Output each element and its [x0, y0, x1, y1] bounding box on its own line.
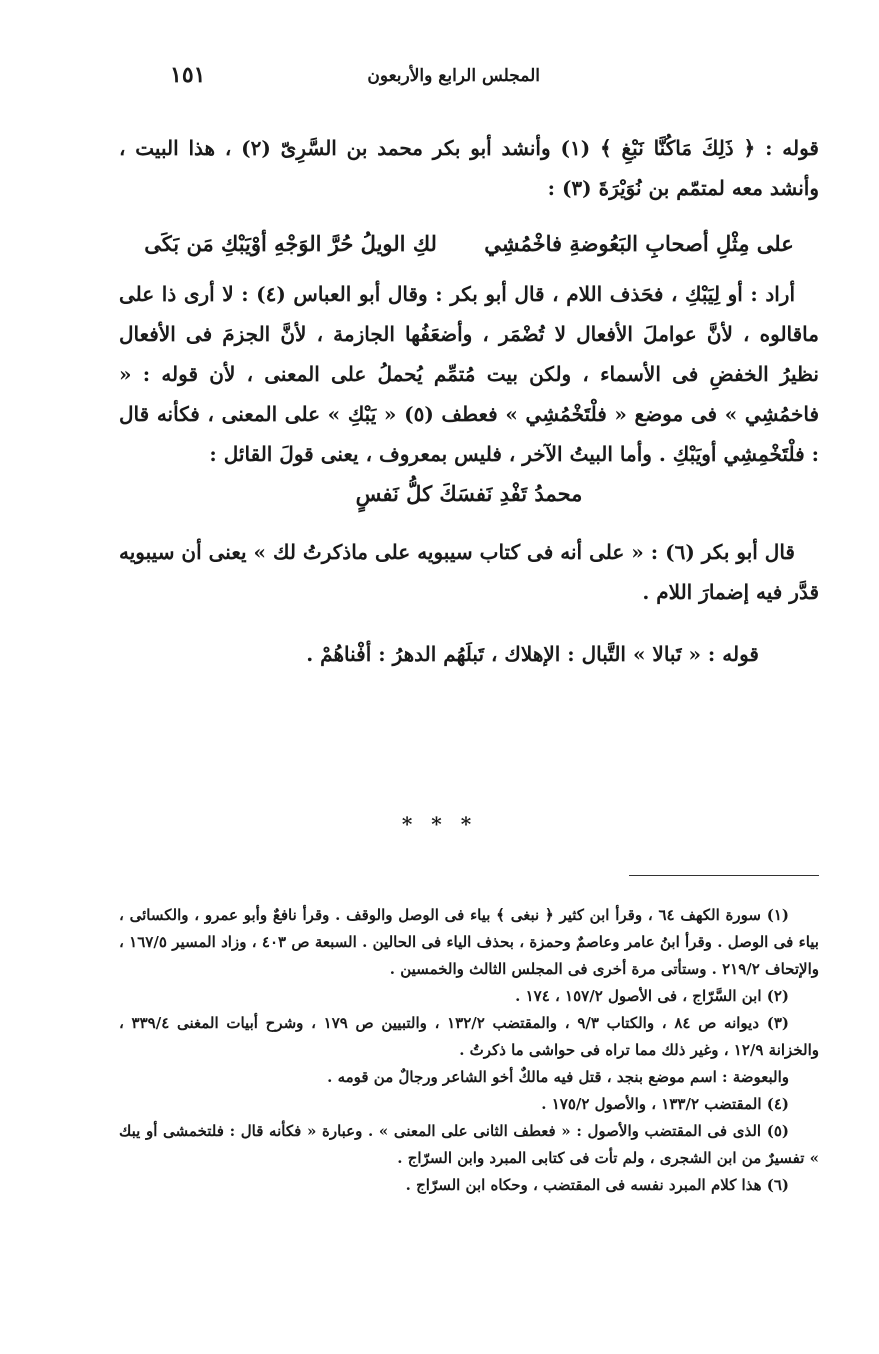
footnote-3-note: والبعوضة : اسم موضع بنجد ، قتل فيه مالكٌ أخو الشاعر ورجالٌ من قومه .: [327, 1068, 789, 1086]
footnote-divider: [629, 875, 819, 876]
footnote-2: (٢) ابن السَّرّاج ، فى الأصول ١٥٧/٢ ، ١٧٤ .: [515, 987, 789, 1005]
paragraph-3: قال أبو بكر (٦) : « على أنه فى كتاب سيبويه على ماذكرتُ لك » يعنى أن سيبويه قدَّر فيه إضمارَ اللام .: [119, 540, 819, 604]
page-number: ١٥١: [170, 62, 206, 88]
paragraph-1: قوله : ﴿ ذَلِكَ مَاكُنَّا نَبْغِ ﴾ (١) وأنشد أبو بكر محمد بن السَّرِىّ (٢) ، هذا البيت ، وأنشد معه لمتمّم بن نُوَيْرَةَ (٣) :: [119, 136, 819, 200]
verse-first-hemistich: على مِثْلِ أصحابِ البَعُوضةِ فاخْمُشِي: [484, 231, 794, 256]
footnote-3: (٣) ديوانه ص ٨٤ ، والكتاب ٩/٣ ، والمقتضب ١٣٢/٢ ، والتبيين ص ١٧٩ ، وشرح أبيات المغنى ٣٣٩/٤ ، والخزانة ١٢/٩ ، وغير ذلك مما تراه فى حواشى ما ذكرتُ .: [119, 1014, 819, 1059]
footnote-5: (٥) الذى فى المقتضب والأصول : « فعطف الثانى على المعنى » . وعبارة « فكأنه قال : فلتخمشى أو يبك » تفسيرٌ من ابن الشجرى ، ولم تأت فى كتابى المبرد وابن السرّاج .: [119, 1122, 819, 1167]
paragraph-2: أراد : أو لِيَبْكِ ، فحَذف اللام ، قال أبو بكر : وقال أبو العباس (٤) : لا أرى ذا على ماقالوه ، لأنَّ عواملَ الأفعال لا تُضْمَر ، وأضعَفُها الجازمة ، لأنَّ الجزمَ فى الأفعال نظيرُ الخفضِ فى الأسماء ، ولكن بيت مُتمِّم يُحملُ على المعنى ، لأن قوله : « فاخمُشِي » فى موضع « فلْتَخْمُشِي » فعطف (٥) « يَبْكِ » على المعنى ، فكأنه قال : فلْتَخْمِشِي أويَبْكِ . وأما البيتُ الآخر ، فليس بمعروف ، يعنى قولَ القائل :: [119, 282, 819, 466]
footnote-4: (٤) المقتضب ١٣٣/٢ ، والأصول ١٧٥/٢ .: [541, 1095, 789, 1113]
footnotes: [119, 902, 819, 1199]
footnote-1: (١) سورة الكهف ٦٤ ، وقرأ ابن كثير ﴿ نبغى ﴾ بياء فى الوصل والوقف . وقرأ نافعٌ وأبو عمرو ، والكسائى ، بياء فى الوصل . وقرأ ابنُ عامر وعاصمٌ وحمزة ، بحذف الياء فى الحالين . السبعة ص ٤٠٣ ، وزاد المسير ١٦٧/٥ ، والإتحاف ٢١٩/٢ . وستأتى مرة أخرى فى المجلس الثالث والخمسين .: [119, 906, 819, 978]
verse-second-hemistich: لكِ الويلُ حُرَّ الوَجْهِ أوْيَبْكِ مَن بَكَى: [144, 231, 437, 256]
section-separator: * * *: [401, 812, 478, 836]
verse-line: [119, 224, 819, 264]
main-text: [119, 128, 819, 674]
quoted-verse: محمدُ تَفْدِ نَفسَكَ كلُّ نَفسٍ: [355, 481, 583, 506]
running-title: المجلس الرابع والأربعون: [367, 66, 540, 86]
page-header: [120, 62, 820, 96]
footnote-6: (٦) هذا كلام المبرد نفسه فى المقتضب ، وحكاه ابن السرّاج .: [405, 1176, 789, 1194]
paragraph-4: قوله : « تَبالا » التَّبال : الإهلاك ، تَبلَهُم الدهرُ : أفْناهُمْ .: [306, 642, 759, 666]
